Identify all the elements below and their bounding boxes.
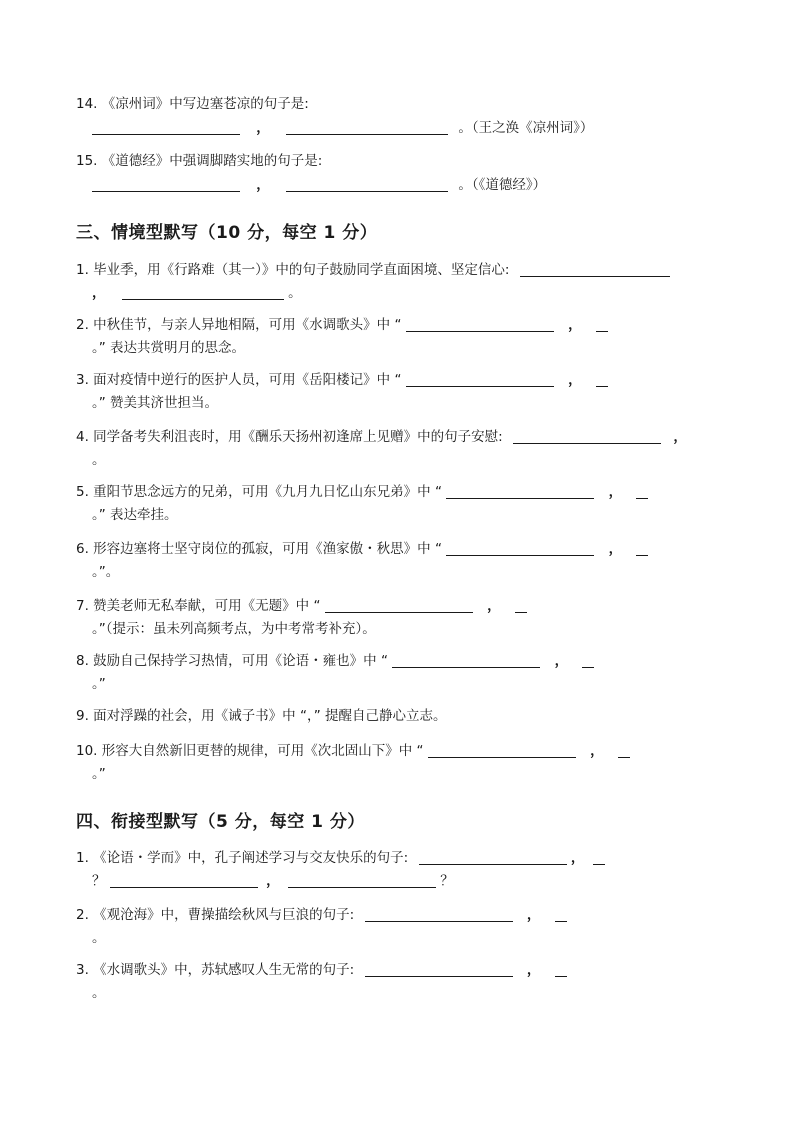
question-tail: 。” <box>92 676 106 692</box>
answer-blank[interactable] <box>365 907 513 922</box>
answer-blank[interactable] <box>92 177 240 192</box>
question-tail: 。” 表达牵挂。 <box>92 507 178 523</box>
comma: ， <box>590 743 604 759</box>
s3-question-5-cont <box>92 506 178 524</box>
comma: ， <box>554 653 569 669</box>
answer-blank[interactable] <box>446 484 594 499</box>
answer-blank[interactable] <box>286 120 448 135</box>
comma: ， <box>608 541 623 557</box>
s3-question-4-cont <box>92 451 106 469</box>
s3-question-2 <box>76 316 608 334</box>
s4-question-2 <box>76 906 567 924</box>
s3-question-8-cont <box>92 675 106 693</box>
answer-blank[interactable] <box>515 598 527 613</box>
comma: ， <box>570 850 585 866</box>
answer-blank[interactable] <box>325 598 473 613</box>
comma: ， <box>568 372 582 388</box>
answer-blank[interactable] <box>110 873 258 888</box>
comma: ， <box>673 429 687 445</box>
s4-question-1 <box>76 849 605 867</box>
answer-blank[interactable] <box>406 372 554 387</box>
answer-blank[interactable] <box>288 873 436 888</box>
answer-blank[interactable] <box>636 484 648 499</box>
question-14 <box>76 95 309 113</box>
question-tail: 。”。 <box>92 564 120 580</box>
s3-question-6-cont <box>92 563 119 581</box>
s3-question-7 <box>76 597 527 615</box>
s4-question-2-cont <box>92 929 106 947</box>
question-tail: 。” 赞美其济世担当。 <box>92 395 219 411</box>
answer-blank[interactable] <box>122 285 284 300</box>
question-text: 3. 面对疫情中逆行的医护人员，可用《岳阳楼记》中 “ <box>76 372 402 388</box>
s3-question-3 <box>76 371 608 389</box>
answer-blank[interactable] <box>618 743 630 758</box>
comma: ， <box>256 120 270 136</box>
comma: ， <box>526 907 541 923</box>
period: 。 <box>288 285 302 301</box>
question-text: 4. 同学备考失利沮丧时，用《酬乐天扬州初逢席上见赠》中的句子安慰: <box>76 429 503 445</box>
question-text: 1. 毕业季，用《行路难（其一）》中的句子鼓励同学直面困境、坚定信心: <box>76 262 510 278</box>
question-text: 5. 重阳节思念远方的兄弟，可用《九月九日忆山东兄弟》中 “ <box>76 484 442 500</box>
question-text: 9. 面对浮躁的社会，用《诫子书》中 “，” 提醒自己静心立志。 <box>76 708 447 724</box>
question-tail: 。 <box>92 985 106 1001</box>
answer-blank[interactable] <box>593 850 605 865</box>
section-3-heading: 三、情境型默写（10 分，每空 1 分） <box>76 223 378 243</box>
s3-question-10 <box>76 742 630 760</box>
question-15-answer-line <box>92 176 546 194</box>
question-text: 2. 中秋佳节，与亲人异地相隔，可用《水调歌头》中 “ <box>76 317 402 333</box>
s3-question-5 <box>76 483 648 501</box>
s3-question-1-cont <box>92 284 302 302</box>
answer-blank[interactable] <box>446 541 594 556</box>
answer-blank[interactable] <box>428 743 576 758</box>
s3-question-6 <box>76 540 648 558</box>
question-text: 2. 《观沧海》中，曹操描绘秋风与巨浪的句子: <box>76 907 355 923</box>
question-tail: 。” <box>92 766 106 782</box>
question-tail: 。 <box>92 930 106 946</box>
answer-blank[interactable] <box>596 372 608 387</box>
s3-question-4 <box>76 428 687 446</box>
question-text: 3. 《水调歌头》中，苏轼感叹人生无常的句子: <box>76 962 355 978</box>
question-text: 6. 形容边塞将士坚守岗位的孤寂，可用《渔家傲・秋思》中 “ <box>76 541 442 557</box>
question-text: 15. 《道德经》中强调脚踏实地的句子是: <box>76 153 323 169</box>
question-tail: 。”（提示：虽未列高频考点，为中考常考补充）。 <box>92 621 376 637</box>
source-note: 。（王之涣《凉州词》） <box>458 120 594 136</box>
question-14-answer-line <box>92 119 593 137</box>
answer-blank[interactable] <box>555 907 567 922</box>
s3-question-7-cont <box>92 620 376 638</box>
comma: ， <box>92 285 106 301</box>
answer-blank[interactable] <box>636 541 648 556</box>
s3-question-1 <box>76 261 670 279</box>
s4-question-3-cont <box>92 984 106 1002</box>
s3-question-8 <box>76 652 594 670</box>
answer-blank[interactable] <box>513 429 661 444</box>
question-tail: 。 <box>92 452 106 468</box>
question-text: 7. 赞美老师无私奉献，可用《无题》中 “ <box>76 598 321 614</box>
question-text: 8. 鼓励自己保持学习热情，可用《论语・雍也》中 “ <box>76 653 388 669</box>
source-note: 。（《道德经》） <box>458 177 547 193</box>
question-tail: 。” 表达共赏明月的思念。 <box>92 340 246 356</box>
s3-question-10-cont <box>92 765 106 783</box>
comma: ， <box>487 598 501 614</box>
answer-blank[interactable] <box>406 317 554 332</box>
answer-blank[interactable] <box>520 262 670 277</box>
answer-blank[interactable] <box>365 962 513 977</box>
s4-question-1-cont <box>92 872 454 890</box>
question-text: 10. 形容大自然新旧更替的规律，可用《次北固山下》中 “ <box>76 743 424 759</box>
answer-blank[interactable] <box>582 653 594 668</box>
s3-question-9 <box>76 707 447 725</box>
comma: ， <box>266 873 280 889</box>
question-mark: ？ <box>92 873 106 889</box>
answer-blank[interactable] <box>92 120 240 135</box>
comma: ， <box>568 317 582 333</box>
answer-blank[interactable] <box>596 317 608 332</box>
question-text: 14. 《凉州词》中写边塞苍凉的句子是: <box>76 96 309 112</box>
answer-blank[interactable] <box>555 962 567 977</box>
answer-blank[interactable] <box>392 653 540 668</box>
question-text: 1. 《论语・学而》中，孔子阐述学习与交友快乐的句子: <box>76 850 409 866</box>
comma: ， <box>526 962 541 978</box>
question-15 <box>76 152 322 170</box>
comma: ， <box>608 484 623 500</box>
answer-blank[interactable] <box>286 177 448 192</box>
s3-question-2-cont <box>92 339 245 357</box>
question-mark: ？ <box>440 873 454 889</box>
s3-question-3-cont <box>92 394 218 412</box>
answer-blank[interactable] <box>419 850 567 865</box>
section-4-heading: 四、衔接型默写（5 分，每空 1 分） <box>76 812 365 832</box>
comma: ， <box>256 177 270 193</box>
s4-question-3 <box>76 961 567 979</box>
